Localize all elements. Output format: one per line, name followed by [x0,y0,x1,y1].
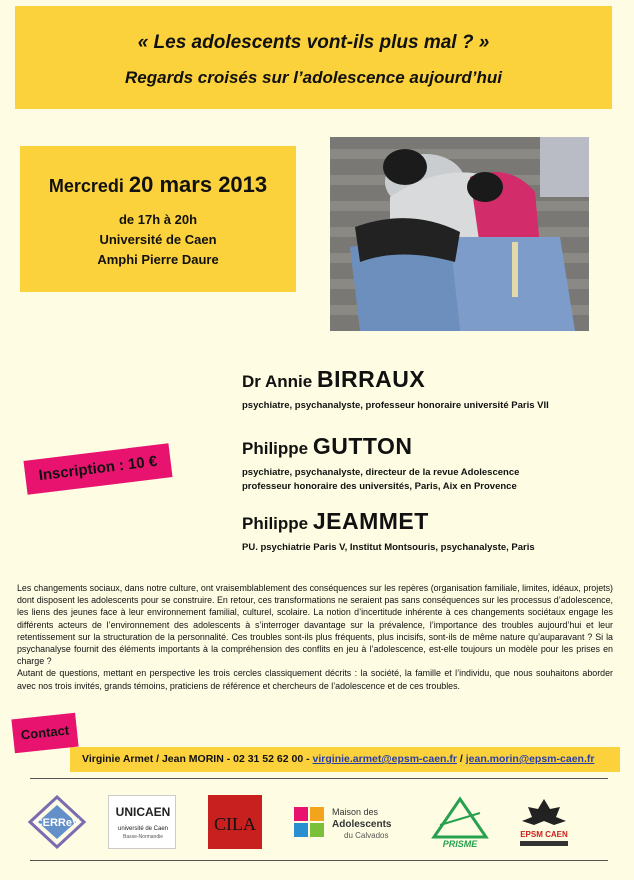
event-date [20,172,296,198]
cerrev-logo-text: CERReV [34,817,80,829]
contact-names-phone: Virginie Armet / Jean MORIN - 02 31 52 62 00 - [82,753,313,765]
divider [30,778,608,779]
contact-email-link[interactable]: virginie.armet@epsm-caen.fr [312,753,457,765]
speaker-name [242,508,535,535]
event-title: « Les adolescents vont-ils plus mal ? » [137,32,490,53]
speaker-name [242,366,549,393]
speaker-jeammet [242,508,535,555]
event-time: de 17h à 20h [118,212,198,227]
maison-logo-line2: Adolescents [332,819,392,830]
speaker-name [242,433,519,460]
prisme-logo-text: PRISME [442,839,478,849]
speaker-last-name: BIRRAUX [316,366,426,392]
unicaen-logo [108,795,176,849]
event-photo [330,137,589,331]
contact-badge: Contact [11,713,78,754]
cila-logo-text: CILA [214,814,256,834]
cila-logo [208,795,262,849]
speaker-last-name: JEAMMET [312,508,429,534]
contact-separator: / [456,753,466,765]
speaker-role-line: PU. psychiatrie Paris V, Institut Montsouris, psychanalyste, Paris [242,542,535,553]
contact-bar [70,747,620,772]
speaker-last-name: GUTTON [312,433,413,459]
maison-adolescents-logo [292,795,412,849]
speaker-role-line: professeur honoraire des universités, Paris, Aix en Provence [242,481,517,492]
speaker-role [242,541,535,555]
speaker-role [242,466,519,494]
speaker-gutton [242,433,519,494]
date-box [20,146,296,292]
speaker-first-name: Philippe [242,439,309,458]
epsm-caen-logo [514,795,574,849]
event-day: Mercredi [48,176,124,196]
speaker-first-name: Philippe [242,514,309,533]
photo-illustration [330,137,589,331]
contact-email-link[interactable]: jean.morin@epsm-caen.fr [465,753,595,765]
event-date-value: 20 mars 2013 [128,172,268,197]
unicaen-logo-text: UNICAEN [115,805,171,819]
maison-logo-line3: du Calvados [344,831,389,840]
inscription-fee-badge: Inscription : 10 € [23,443,172,495]
description-paragraph: Les changements sociaux, dans notre culture, ont vraisemblablement des conséquences sur les repères (organisation familiale, limites, idéaux, projets) dont disposent les adolescents pour se construire. En retour, ces transformations ne seraient pas sans conséquences sur les processus d’adolescence, les liens des jeunes face à leur environnement familial, culturel, scolaire. La notion d’incertitude inhérente à ces changements sociétaux engage les différents acteurs de l’environnement des adolescents à s’interroger davantage sur la prévalence, l’importance des troubles aujourd’hui et leur retentissement sur la structuration de la personnalité. Ces troubles sont-ils plus fréquents, plus incisifs, sont-ils de même nature qu’auparavant ? Si la psychanalyse fournit des éléments importants à la compréhension des conflits en jeu à l’adolescence, est-elle toujours un modèle pour les prises en charge ? [17,583,613,667]
speaker-role-line: psychiatre, psychanalyste, professeur honoraire université Paris VII [242,400,549,411]
description-text [17,582,613,692]
description-paragraph: Autant de questions, mettant en perspective les trois cercles classiquement décrits : la société, la famille et l’individu, que nous souhaitons aborder avec nos trois invités, grands témoins, praticiens de référence et chercheurs de l’adolescence et de ces troubles. [17,668,613,691]
divider [30,860,608,861]
title-banner [15,6,612,109]
epsm-logo-text: EPSM CAEN [520,830,568,839]
event-room: Amphi Pierre Daure [97,252,219,267]
speaker-role [242,399,549,413]
speaker-role-line: psychiatre, psychanalyste, directeur de la revue Adolescence [242,467,520,478]
maison-logo-line1: Maison des [332,807,379,817]
unicaen-logo-sub2: Basse-Normandie [122,834,164,840]
event-venue: Université de Caen [99,232,217,247]
unicaen-logo-sub: université de Caen [117,826,169,832]
speaker-first-name: Dr Annie [242,372,313,391]
prisme-logo [430,795,490,849]
event-subtitle: Regards croisés sur l’adolescence aujourd’hui [125,68,502,87]
speaker-birraux [242,366,549,413]
cerrev-logo [28,795,86,849]
